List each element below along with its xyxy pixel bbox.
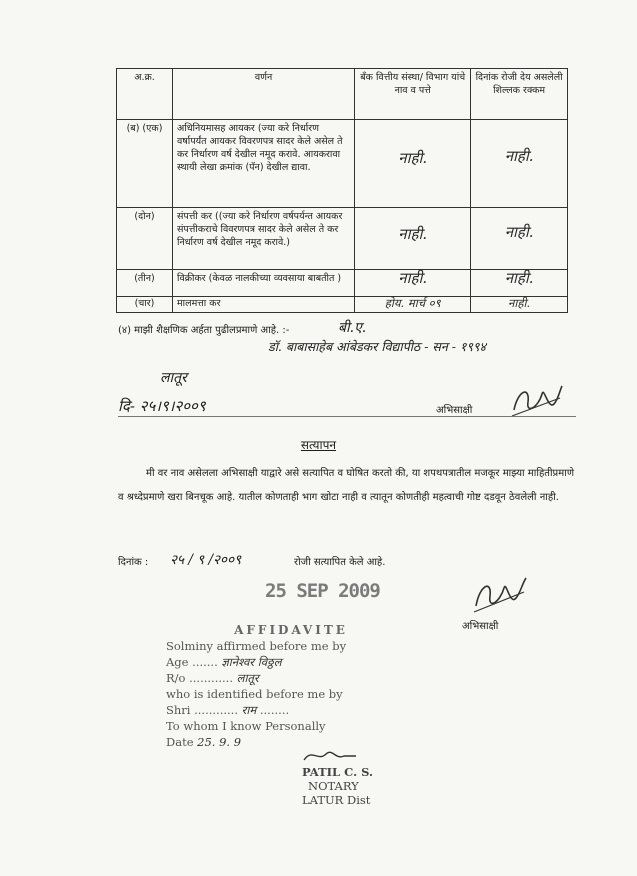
row-serial: (ब) (एक): [117, 120, 173, 208]
notary-stamp: AFFIDAVITE Solminy affirmed before me by Age ....... ज्ञानेश्वर विठ्ठल R/o ............ लातूर who is identified before me by Shri ............ राम ........ To whom I know Personally Date 25. 9. 9: [166, 622, 416, 750]
notary-stamp-line: who is identified before me by: [166, 687, 343, 701]
education-label: (४) माझी शैक्षणिक अर्हता पुढीलप्रमाणे आहे. :-: [118, 325, 290, 336]
row-amount: नाही.: [504, 269, 534, 287]
row-amount: नाही.: [504, 223, 534, 241]
row-amount: नाही.: [508, 296, 531, 310]
row-amount: नाही.: [504, 147, 534, 165]
table-row: [117, 120, 568, 208]
notary-seal: [302, 765, 373, 807]
notary-stamp-name-hand: ज्ञानेश्वर विठ्ठल: [221, 655, 282, 669]
table-row: [117, 270, 568, 297]
tax-details-table: [116, 68, 568, 313]
signature-label-bottom: अभिसाक्षी: [462, 621, 499, 632]
row-serial: (चार): [117, 297, 173, 313]
notary-place: LATUR Dist: [302, 793, 371, 807]
row-description: विक्रीकर (केवळ नालकीच्या व्यवसाया बाबतीत ): [172, 270, 354, 297]
table-header-row: [117, 69, 568, 120]
header-serial: अ.क्र.: [117, 69, 173, 120]
signature-label-top: अभिसाक्षी: [436, 405, 473, 416]
signature-bottom-icon: [470, 572, 530, 616]
row-serial: (तीन): [117, 270, 173, 297]
place-handwritten: लातूर: [160, 370, 187, 386]
notary-name: PATIL C. S.: [302, 765, 373, 779]
notary-stamp-line: Solminy affirmed before me by: [166, 639, 347, 653]
row-serial: (दोन): [117, 208, 173, 270]
notary-stamp-date-hand: 25. 9. 9: [197, 735, 242, 749]
notary-stamp-title: AFFIDAVITE: [234, 623, 348, 637]
header-description: वर्णन: [172, 69, 354, 120]
notary-stamp-date-label: Date: [166, 735, 194, 749]
notary-title: NOTARY: [308, 779, 359, 793]
signature-top-icon: [508, 380, 566, 420]
notary-stamp-line: To whom I know Personally: [166, 719, 326, 733]
row-bank: नाही.: [398, 149, 428, 167]
date-handwritten: दि- २५।९।२००९: [118, 397, 206, 415]
date-stamp: 25 SEP 2009: [265, 580, 380, 602]
verification-heading: सत्यापन: [300, 438, 337, 452]
table-row: [117, 297, 568, 313]
education-degree: बी.ए.: [338, 320, 367, 336]
verification-date-label: दिनांक :: [118, 557, 149, 568]
table-row: [117, 208, 568, 270]
row-bank: होय. मार्च ०९: [384, 296, 441, 310]
row-description: मालमत्ता कर: [172, 297, 354, 313]
row-description: संपत्ती कर ((ज्या करे निर्धारण वर्षपर्यन्त आयकर संपत्तीकराचे विवरणपत्र सादर केले असेल ते कर निर्धारण वर्ष देखील नमूद करावे.): [172, 208, 354, 270]
header-amount: दिनांक रोजी देय असलेली शिल्लक रक्कम: [471, 69, 568, 120]
verification-date-suffix: रोजी सत्यापित केले आहे.: [294, 557, 386, 568]
divider-line: [118, 416, 576, 417]
notary-stamp-shri-hand: राम: [241, 703, 257, 717]
row-bank: नाही.: [398, 269, 428, 287]
education-university: डॉ. बाबासाहेब आंबेडकर विद्यापीठ - सन - १९९४: [268, 339, 486, 354]
row-bank: नाही.: [398, 225, 428, 243]
verification-date-value: २५ / ९ /२००९: [170, 552, 242, 568]
verification-text: मी वर नाव असेलला अभिसाक्षी याद्वारे असे सत्यापित व घोषित करतो की, या शपथपत्रातील मजकूर माझ्या माहितीप्रमाणे व श्रध्देप्रमाणे खरा बिनचूक आहे. यातील कोणताही भाग खोटा नाही व त्यातून कोणतीही महत्वाची गोष्ट दडवून ठेवलेली नाही.: [118, 468, 575, 503]
notary-stamp-shri-label: Shri: [166, 703, 191, 717]
header-bank: बँक वित्तीय संस्था/ विभाग यांचे नाव व पत्ते: [355, 69, 471, 120]
row-description: अधिनियमासह आयकर (ज्या करे निर्धारण वर्षापर्यंत आयकर विवरणपत्र सादर केले असेल ते कर निर्धारण वर्ष देखील नमूद करावे. आयकरावा स्थायी लेखा क्रमांक (पॅन) देखील द्यावा.: [172, 120, 354, 208]
notary-stamp-age-label: Age: [166, 655, 189, 669]
notary-stamp-resident-label: R/o: [166, 671, 186, 685]
notary-signature-icon: [300, 744, 360, 766]
notary-stamp-resident-hand: लातूर: [236, 671, 259, 685]
